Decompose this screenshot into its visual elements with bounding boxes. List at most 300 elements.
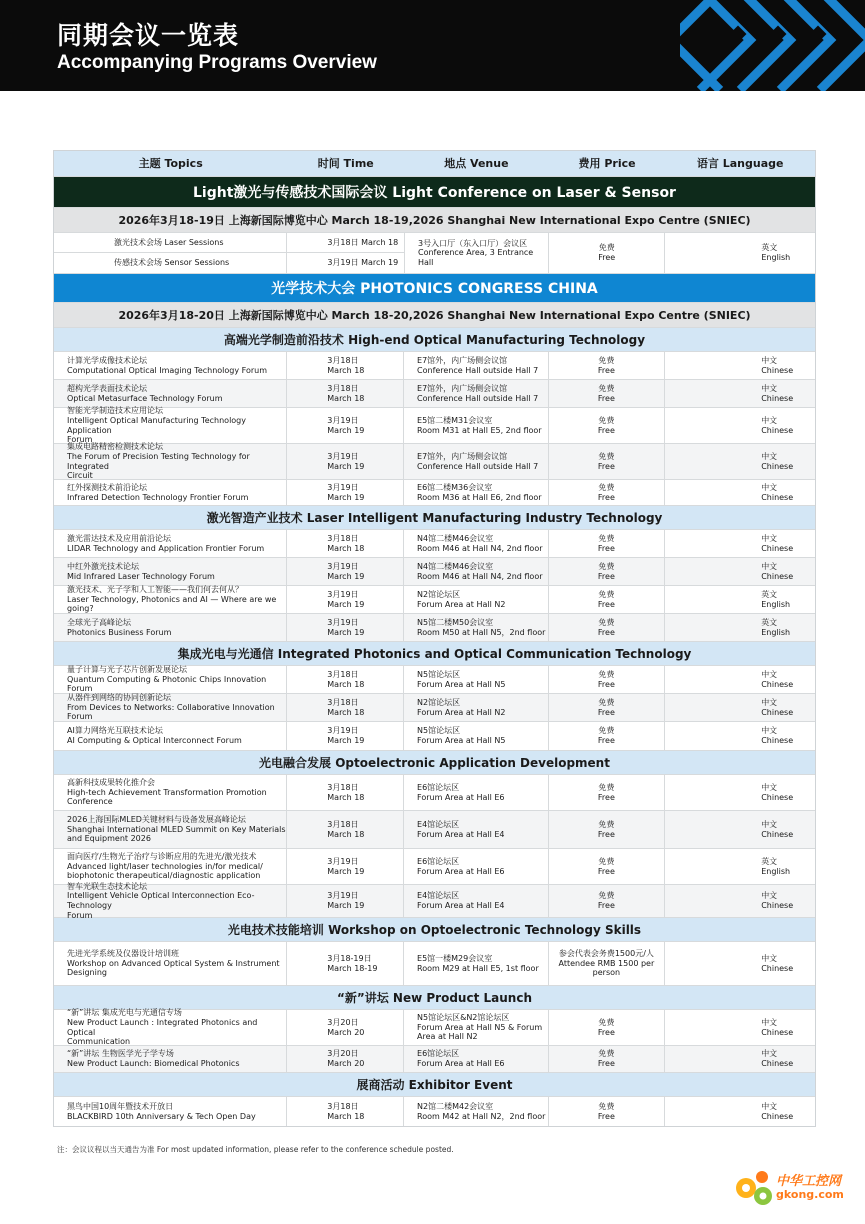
time-cell — [287, 352, 404, 379]
price-cell-line: 免费 — [598, 561, 615, 571]
price-cell-line: Free — [597, 492, 615, 502]
table-row — [54, 480, 815, 506]
time-cell — [287, 380, 404, 407]
topic-cell-line: New Product Launch: Biomedical Photonics — [67, 1059, 240, 1068]
topic-cell-line: Designing — [67, 968, 107, 978]
venue-cell-line: Room M50 at Hall N5，2nd floor — [417, 627, 546, 637]
time-cell-line: 3月19日 — [327, 891, 359, 901]
light-conference-date: 2026年3月18-19日 上海新国际博览中心 March 18-19,2026 Shanghai New International Expo Centre (SNIEC) — [54, 208, 815, 233]
venue-cell-line: E5馆二楼M31会议室 — [417, 415, 493, 425]
venue-cell-line: Forum Area at Hall N5 & Forum — [417, 1022, 543, 1032]
page-title-cn: 同期会议一览表 — [57, 21, 240, 50]
time-cell-line: 3月18日 — [327, 819, 359, 829]
topic-cell-line: 红外探测技术前沿论坛 — [67, 482, 147, 492]
topic-cell-line: Workshop on Advanced Optical System & Instrument — [67, 958, 280, 968]
topic-cell — [54, 1097, 287, 1126]
time-cell-line: March 18 — [327, 829, 365, 839]
time-cell — [287, 530, 404, 557]
price-cell — [549, 352, 666, 379]
venue-cell — [404, 942, 549, 985]
venue-cell-line: E6馆二楼M36会议室 — [417, 482, 493, 492]
topic-cell — [54, 722, 287, 750]
time-cell — [287, 942, 404, 985]
col-venue: 地点 Venue — [444, 156, 509, 170]
list-item: 传感技术会场 Sensor Sessions — [54, 253, 287, 273]
time-cell-line: 3月18-19日 — [327, 953, 372, 963]
topic-cell-line: 中红外激光技术论坛 — [67, 561, 139, 571]
language-cell — [665, 942, 815, 985]
price-cell — [549, 444, 666, 479]
col-topics: 主题 Topics — [138, 156, 203, 170]
language-cell — [665, 558, 815, 585]
topic-cell-line: BLACKBIRD 10th Anniversary & Tech Open Day — [67, 1111, 256, 1121]
venue-cell — [404, 558, 549, 585]
price-cell-line: 免费 — [598, 1017, 615, 1027]
venue-cell — [404, 885, 549, 917]
topic-cell-line: Intelligent Vehicle Optical Interconnection Eco-Technology — [67, 891, 255, 910]
venue-cell — [404, 694, 549, 721]
page-title-en: Accompanying Programs Overview — [57, 52, 377, 73]
language-cell-line: 中文 — [761, 726, 778, 736]
price-cell-line: Free — [597, 829, 615, 839]
language-cell-line: Chinese — [761, 543, 794, 553]
table-row — [54, 849, 815, 885]
venue-cn: 3号入口厅（东入口厅）会议区 — [418, 238, 528, 248]
venue-cell — [404, 408, 549, 443]
list-item: 3月19日 March 19 — [327, 258, 399, 268]
language-cell-line: Chinese — [761, 1027, 794, 1037]
price-cell — [549, 885, 666, 917]
time-cell-line: 3月19日 — [327, 451, 359, 461]
time-cell-line: March 19 — [327, 492, 365, 502]
topic-cell-line: 智车光联生态技术论坛 — [67, 881, 147, 891]
time-cell — [287, 586, 404, 613]
language-cell-line: Chinese — [761, 736, 794, 745]
venue-cell-line: E7馆外，内广场侧会议馆 — [417, 383, 508, 393]
price-cell — [549, 558, 666, 585]
time-cell-line: 3月18日 — [327, 1101, 359, 1111]
price-cell-line: Free — [597, 365, 615, 375]
light-language — [665, 233, 815, 273]
language-cell-line: English — [761, 599, 791, 609]
time-cell-line: March 19 — [327, 571, 365, 581]
topic-cell-line: Forum — [67, 435, 93, 445]
language-cell — [665, 811, 815, 848]
topic-cell-line: 面向医疗/生物光子治疗与诊断应用的先进光/激光技术 — [67, 852, 257, 862]
topic-cell-line: Advanced light/laser technologies in/for medical/ — [67, 861, 263, 871]
venue-cell-line: Room M42 at Hall N2，2nd floor — [417, 1111, 546, 1121]
venue-cell — [404, 614, 549, 641]
topic-cell-line: Computational Optical Imaging Technology Forum — [67, 365, 268, 375]
topic-cell — [54, 811, 287, 848]
price-cell-line: Free — [597, 461, 615, 471]
price-cell — [549, 586, 666, 613]
language-cell-line: 英文 — [761, 589, 778, 599]
topic-cell-line: The Forum of Precision Testing Technology for Integrated — [67, 451, 250, 471]
price-cell-line: Free — [597, 1111, 615, 1121]
language-cell — [665, 694, 815, 721]
time-cell-line: 3月19日 — [327, 482, 359, 492]
price-cell — [549, 1010, 666, 1045]
topic-cell-line: 智能光学制造技术应用论坛 — [67, 406, 163, 416]
topic-cell-line: and Equipment 2026 — [67, 834, 151, 844]
language-cell-line: Chinese — [761, 1111, 794, 1121]
table-row — [54, 881, 815, 920]
topic-cell — [54, 666, 287, 693]
topic-cell — [54, 849, 287, 884]
topic-cell — [54, 558, 287, 585]
time-cell-line: 3月19日 — [327, 415, 359, 425]
price-cell-line: 免费 — [598, 856, 615, 866]
language-cell-line: 中文 — [761, 533, 778, 543]
price-cell-line: 免费 — [598, 355, 615, 365]
price-cell-line: 免费 — [598, 782, 615, 792]
price-cell — [549, 942, 666, 985]
time-cell-line: 3月19日 — [327, 589, 359, 599]
topic-cell-line: 黑鸟中国10周年暨技术开放日 — [67, 1101, 174, 1111]
topic-cell-line: 计算光学成像技术论坛 — [67, 355, 147, 365]
topic-cell-line: Shanghai International MLED Summit on Key Materials — [67, 824, 286, 834]
topic-cell-line: Laser Technology, Photonics and AI — Where are we going? — [67, 594, 277, 614]
sections-container — [54, 328, 815, 1126]
time-cell-line: 3月20日 — [327, 1049, 359, 1059]
time-cell — [287, 558, 404, 585]
time-cell — [287, 480, 404, 505]
topic-cell-line: Intelligent Optical Manufacturing Technology Application — [67, 415, 246, 435]
topic-cell — [54, 352, 287, 379]
topic-cell — [54, 530, 287, 557]
time-cell-line: 3月19日 — [327, 617, 359, 627]
footnote: 注：会议议程以当天通告为准 For most updated information, please refer to the conference schedule posted. — [57, 1145, 454, 1154]
venue-cell-line: N5馆论坛区&N2馆论坛区 — [417, 1013, 510, 1023]
topic-cell-line: 量子计算与光子芯片创新发展论坛 — [67, 665, 187, 675]
time-cell-line: March 19 — [327, 627, 365, 637]
topic-cell-line: LIDAR Technology and Application Frontier Forum — [67, 543, 265, 553]
topic-cell-line: 激光雷达技术及应用前沿论坛 — [67, 533, 171, 543]
topic-cell-line: New Product Launch : Integrated Photonics and Optical — [67, 1017, 258, 1037]
venue-cell-line: N5馆论坛区 — [417, 669, 461, 679]
price-cell-line: 免费 — [598, 589, 615, 599]
venue-cell — [404, 352, 549, 379]
language-cell — [665, 380, 815, 407]
table-row — [54, 408, 815, 444]
venue-cell-line: Conference Hall outside Hall 7 — [417, 365, 539, 375]
topic-cell-line: 从器件到网络的协同创新论坛 — [67, 693, 171, 703]
time-cell — [287, 722, 404, 750]
venue-cell — [404, 480, 549, 505]
language-cell — [665, 722, 815, 750]
language-cell-line: Chinese — [761, 829, 794, 839]
language-cell-line: 中文 — [761, 1049, 778, 1059]
topic-cell-line: 先进光学系统及仪器设计培训班 — [67, 949, 179, 959]
language-cell — [665, 1046, 815, 1072]
venue-cell-line: Forum Area at Hall N2 — [417, 707, 506, 717]
price-cell-line: Free — [597, 901, 615, 910]
language-cell — [665, 530, 815, 557]
light-conference-rows — [54, 233, 815, 274]
time-cell-line: 3月20日 — [327, 1017, 359, 1027]
time-cell — [287, 849, 404, 884]
time-cell — [287, 1010, 404, 1045]
topic-cell — [54, 408, 287, 443]
price-cell-line: 参会代表会务费1500元/人 — [558, 949, 654, 959]
price-cn: 免费 — [598, 243, 615, 253]
venue-cell-line: E4馆论坛区 — [417, 819, 460, 829]
topic-cell-line: High-tech Achievement Transformation Promotion — [67, 787, 267, 797]
language-cell-line: 中文 — [761, 561, 778, 571]
time-cell-line: March 19 — [327, 901, 365, 910]
language-cell-line: Chinese — [761, 963, 794, 973]
language-cell-line: Chinese — [761, 679, 794, 689]
topic-cell-line: biophotonic therapeutical/diagnostic application — [67, 871, 261, 881]
venue-cell-line: Forum Area at Hall E6 — [417, 792, 505, 802]
table-row — [54, 942, 815, 986]
venue-cell-line: E7馆外，内广场侧会议馆 — [417, 355, 508, 365]
section-title: 激光智造产业技术 Laser Intelligent Manufacturing Industry Technology — [54, 506, 815, 530]
price-cell — [549, 1046, 666, 1072]
price-cell-line: Free — [597, 679, 615, 689]
list-item: 激光技术会场 Laser Sessions — [54, 233, 287, 252]
price-cell-line: Free — [597, 425, 615, 435]
photonics-congress-title: 光学技术大会 PHOTONICS CONGRESS CHINA — [54, 274, 815, 303]
time-cell-line: March 18 — [327, 365, 365, 375]
language-cell — [665, 1010, 815, 1045]
topic-cell-line: Forum — [67, 910, 93, 920]
venue-cell-line: Forum Area at Hall N5 — [417, 736, 506, 745]
time-cell — [287, 694, 404, 721]
price-en: Free — [598, 253, 616, 262]
topic-cell — [54, 1046, 287, 1072]
table-row — [54, 1010, 815, 1046]
topic-cell — [54, 380, 287, 407]
venue-cell — [404, 666, 549, 693]
language-cell — [665, 885, 815, 917]
price-cell — [549, 722, 666, 750]
language-cell-line: Chinese — [761, 901, 794, 910]
venue-cell — [404, 1010, 549, 1045]
price-cell — [549, 666, 666, 693]
time-cell — [287, 444, 404, 479]
venue-cell — [404, 722, 549, 750]
table-row — [54, 614, 815, 642]
time-cell — [287, 666, 404, 693]
time-cell-line: 3月18日 — [327, 383, 359, 393]
venue-cell-line: Forum Area at Hall E6 — [417, 1059, 505, 1068]
price-cell-line: 免费 — [598, 451, 615, 461]
time-cell-line: 3月19日 — [327, 726, 359, 736]
language-cell-line: 中文 — [761, 415, 778, 425]
venue-cell-line: N2馆论坛区 — [417, 697, 461, 707]
price-cell-line: Free — [597, 707, 615, 717]
time-cell-line: 3月18日 — [327, 669, 359, 679]
page-banner — [0, 0, 865, 91]
price-cell — [549, 775, 666, 810]
language-cell-line: 中文 — [761, 819, 778, 829]
venue-cell-line: Area at Hall N2 — [417, 1032, 478, 1042]
col-language: 语言 Language — [696, 156, 784, 170]
language-cell-line: Chinese — [761, 461, 794, 471]
price-cell-line: 免费 — [598, 697, 615, 707]
topic-cell-line: “新”讲坛 生物医学光子学专场 — [67, 1049, 174, 1059]
venue-cell — [404, 530, 549, 557]
time-cell — [287, 885, 404, 917]
time-cell — [287, 775, 404, 810]
venue-en: Conference Area, 3 Entrance Hall — [418, 248, 534, 267]
col-time: 时间 Time — [317, 156, 374, 170]
language-cell-line: 中文 — [761, 1017, 778, 1027]
price-cell-line: Free — [597, 393, 615, 403]
venue-cell-line: Forum Area at Hall E6 — [417, 866, 505, 876]
time-cell-line: March 18 — [327, 707, 365, 717]
light-price — [549, 233, 665, 273]
time-cell-line: March 18 — [327, 792, 365, 802]
col-price: 费用 Price — [578, 156, 636, 170]
time-cell-line: 3月18日 — [327, 782, 359, 792]
lang-cn: 英文 — [761, 243, 778, 253]
topic-cell — [54, 586, 287, 613]
time-cell-line: March 18 — [327, 1111, 365, 1121]
topic-cell-line: 集成电路精密检测技术论坛 — [67, 442, 163, 452]
topic-cell — [54, 881, 287, 920]
table-row — [54, 352, 815, 380]
topic-cell — [54, 1010, 287, 1045]
time-cell — [287, 408, 404, 443]
language-cell — [665, 614, 815, 641]
language-cell-line: 中文 — [761, 451, 778, 461]
topic-cell-line: Communication — [67, 1037, 131, 1047]
price-cell-line: 免费 — [598, 533, 615, 543]
venue-cell — [404, 1097, 549, 1126]
price-cell — [549, 849, 666, 884]
time-cell-line: March 18-19 — [327, 963, 378, 973]
time-cell-line: 3月18日 — [327, 355, 359, 365]
language-cell-line: Chinese — [761, 425, 794, 435]
price-cell-line: 免费 — [598, 726, 615, 736]
topic-cell-line: AI算力网络光互联技术论坛 — [67, 726, 163, 736]
topic-cell-line: Optical Metasurface Technology Forum — [67, 393, 223, 403]
language-cell-line: 中文 — [761, 1101, 778, 1111]
language-cell-line: 英文 — [761, 856, 778, 866]
topic-cell-line: 超构光学表面技术论坛 — [67, 383, 147, 393]
venue-cell-line: Forum Area at Hall N5 — [417, 679, 506, 689]
topic-cell-line: 全球光子高峰论坛 — [67, 617, 131, 627]
table-row — [54, 444, 815, 480]
language-cell — [665, 586, 815, 613]
topic-cell-line: Conference — [67, 797, 113, 807]
price-cell-line: Free — [597, 792, 615, 802]
venue-cell-line: E6馆论坛区 — [417, 856, 460, 866]
language-cell — [665, 352, 815, 379]
venue-cell-line: E7馆外，内广场侧会议馆 — [417, 451, 508, 461]
time-cell — [287, 1046, 404, 1072]
language-cell-line: Chinese — [761, 365, 794, 375]
topic-cell — [54, 614, 287, 641]
gear-icon — [732, 1166, 776, 1212]
topic-cell — [54, 694, 287, 721]
price-cell — [549, 480, 666, 505]
topic-cell-line: Mid Infrared Laser Technology Forum — [67, 571, 215, 581]
table-row — [54, 666, 815, 694]
table-row — [54, 722, 815, 751]
topic-cell-line: “新”讲坛 集成光电与光通信专场 — [67, 1008, 182, 1018]
time-cell-line: March 19 — [327, 425, 365, 435]
table-row — [54, 694, 815, 722]
topic-cell-line: Quantum Computing & Photonic Chips Innovation Forum — [67, 674, 267, 694]
language-cell-line: 中文 — [761, 891, 778, 901]
table-row — [54, 1046, 815, 1073]
price-cell — [549, 694, 666, 721]
language-cell-line: Chinese — [761, 1059, 794, 1068]
venue-cell — [404, 849, 549, 884]
topic-cell-line: Circuit — [67, 471, 93, 481]
light-conference-title: Light激光与传感技术国际会议 Light Conference on Laser & Sensor — [54, 177, 815, 208]
venue-cell-line: Forum Area at Hall E4 — [417, 901, 505, 910]
price-cell — [549, 408, 666, 443]
price-cell-line: 免费 — [598, 1101, 615, 1111]
language-cell-line: 英文 — [761, 617, 778, 627]
venue-cell — [404, 586, 549, 613]
watermark-text-cn: 中华工控网 — [776, 1174, 842, 1189]
price-cell-line: Free — [597, 1027, 615, 1037]
table-row — [54, 1097, 815, 1126]
language-cell-line: Chinese — [761, 792, 794, 802]
venue-cell-line: Forum Area at Hall N2 — [417, 599, 506, 609]
language-cell — [665, 444, 815, 479]
time-cell-line: March 18 — [327, 543, 365, 553]
time-cell-line: March 20 — [327, 1027, 365, 1037]
time-cell-line: March 19 — [327, 461, 365, 471]
venue-cell-line: E6馆论坛区 — [417, 1049, 460, 1059]
language-cell-line: Chinese — [761, 707, 794, 717]
time-cell-line: March 19 — [327, 736, 365, 745]
venue-cell-line: E4馆论坛区 — [417, 891, 460, 901]
section-title: 光电融合发展 Optoelectronic Application Development — [54, 751, 815, 775]
section-title: 展商活动 Exhibitor Event — [54, 1073, 815, 1097]
language-cell-line: English — [761, 866, 791, 876]
price-cell-line: Free — [597, 599, 615, 609]
time-cell-line: 3月19日 — [327, 561, 359, 571]
time-cell-line: March 19 — [327, 866, 365, 876]
price-cell — [549, 1097, 666, 1126]
venue-cell-line: N2馆论坛区 — [417, 589, 461, 599]
venue-cell — [404, 380, 549, 407]
topic-cell — [54, 480, 287, 505]
price-cell-line: 免费 — [598, 1049, 615, 1059]
topic-cell — [54, 444, 287, 479]
venue-cell-line: N5馆论坛区 — [417, 726, 461, 736]
language-cell — [665, 849, 815, 884]
language-cell-line: 中文 — [761, 355, 778, 365]
topic-cell — [54, 942, 287, 985]
topic-cell-line: AI Computing & Optical Interconnect Forum — [67, 736, 242, 745]
venue-cell — [404, 811, 549, 848]
language-cell-line: Chinese — [761, 393, 794, 403]
venue-cell-line: Room M36 at Hall E6, 2nd floor — [417, 492, 542, 502]
topic-cell-line: 激光技术、光子学和人工智能——我们何去何从？ — [67, 585, 243, 595]
time-cell-line: March 18 — [327, 393, 365, 403]
language-cell — [665, 408, 815, 443]
price-cell-line: 免费 — [598, 383, 615, 393]
pattern-decoration-icon — [680, 0, 865, 91]
price-cell — [549, 614, 666, 641]
watermark-logo — [732, 1162, 857, 1217]
time-cell — [287, 811, 404, 848]
section-title: 光电技术技能培训 Workshop on Optoelectronic Technology Skills — [54, 918, 815, 942]
price-cell-line: Free — [597, 571, 615, 581]
language-cell-line: Chinese — [761, 571, 794, 581]
venue-cell — [404, 444, 549, 479]
price-cell-line: Free — [597, 627, 615, 637]
